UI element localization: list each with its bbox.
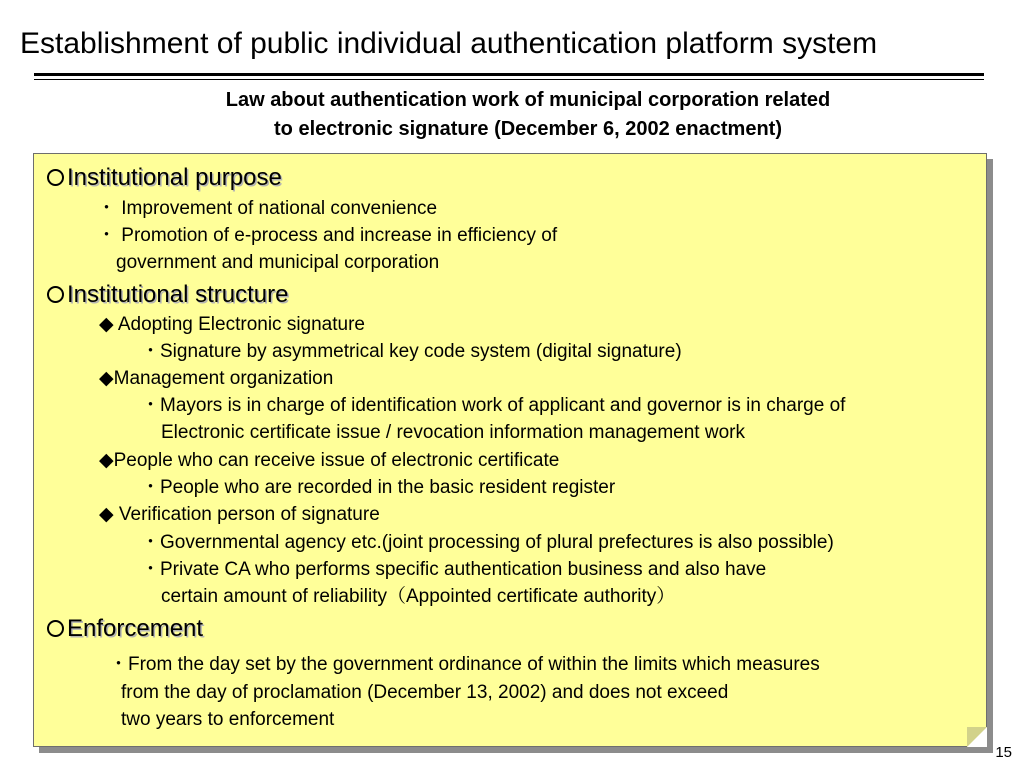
purpose-item-continued: government and municipal corporation <box>116 252 440 273</box>
section-heading-enforcement <box>47 614 203 644</box>
enforcement-item-continued: two years to enforcement <box>121 709 335 730</box>
circle-bullet-icon <box>47 286 64 303</box>
structure-item: ◆ Verification person of signature <box>99 504 380 525</box>
heading-purpose-label: Institutional purpose <box>67 164 282 191</box>
structure-item: ◆Management organization <box>99 368 334 389</box>
title-rule-thin <box>34 79 984 80</box>
structure-item: ◆People who can receive issue of electronic certificate <box>99 450 560 471</box>
enforcement-item-continued: from the day of proclamation (December 13, 2002) and does not exceed <box>121 682 729 703</box>
heading-enforcement-label: Enforcement <box>67 615 204 642</box>
purpose-item: ・ Improvement of national convenience <box>97 198 438 219</box>
structure-subitem: ・Mayors is in charge of identification work of applicant and governor is in charge of <box>141 395 846 416</box>
enforcement-item: ・From the day set by the government ordinance of within the limits which measures <box>109 654 820 675</box>
structure-subitem-continued: certain amount of reliability（Appointed certificate authority） <box>161 586 676 607</box>
structure-subitem: ・Private CA who performs specific authentication business and also have <box>141 559 767 580</box>
circle-bullet-icon <box>47 169 64 186</box>
folded-corner <box>967 727 987 747</box>
structure-subitem-continued: Electronic certificate issue / revocation information management work <box>161 422 745 443</box>
section-heading-purpose <box>47 163 282 193</box>
page-number: 15 <box>995 744 1012 761</box>
heading-structure-label: Institutional structure <box>67 281 289 308</box>
structure-subitem: ・Governmental agency etc.(joint processing of plural prefectures is also possible) <box>141 532 834 553</box>
section-heading-structure <box>47 280 288 310</box>
purpose-item: ・ Promotion of e-process and increase in efficiency of <box>97 225 558 246</box>
title-rule-thick <box>34 73 984 76</box>
circle-bullet-icon <box>47 620 64 637</box>
structure-subitem: ・People who are recorded in the basic resident register <box>141 477 616 498</box>
structure-item: ◆ Adopting Electronic signature <box>99 314 365 335</box>
content-card <box>33 153 987 747</box>
law-subtitle <box>0 86 1024 144</box>
subtitle-line-1: Law about authentication work of municipal corporation related <box>225 89 831 111</box>
structure-subitem: ・Signature by asymmetrical key code system (digital signature) <box>141 341 682 362</box>
slide-title: Establishment of public individual authentication platform system <box>20 27 878 60</box>
subtitle-line-2: to electronic signature (December 6, 2002 enactment) <box>274 118 782 140</box>
